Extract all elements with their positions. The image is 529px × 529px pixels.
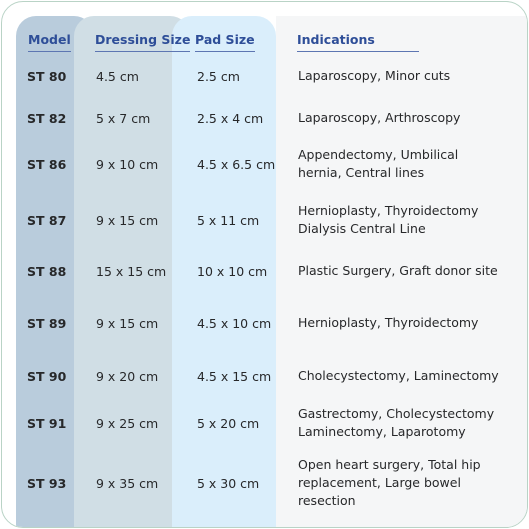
dressing-size-cell: 5 x 7 cm	[96, 110, 151, 126]
table-row	[2, 356, 527, 396]
dressing-size-cell: 9 x 35 cm	[96, 475, 159, 491]
dressing-size-cell: 9 x 10 cm	[96, 156, 159, 172]
indications-cell	[298, 251, 518, 291]
model-cell: ST 82	[27, 110, 67, 126]
dressing-size-cell: 9 x 20 cm	[96, 368, 159, 384]
pad-size-cell: 4.5 x 10 cm	[197, 315, 272, 331]
pad-size-cell: 10 x 10 cm	[197, 263, 268, 279]
pad-size-cell: 4.5 x 15 cm	[197, 368, 272, 384]
header-dressing-size: Dressing Size	[95, 32, 190, 52]
model-cell: ST 88	[27, 263, 67, 279]
table-row	[2, 56, 527, 96]
dressing-size-cell: 9 x 25 cm	[96, 415, 159, 431]
indications-cell	[298, 356, 518, 396]
table-row	[2, 457, 527, 508]
indications-line: replacement, Large bowel resection	[298, 475, 461, 508]
indications-line: Cholecystectomy, Laminectomy	[298, 368, 499, 383]
indications-cell	[298, 403, 518, 443]
dressing-size-cell: 4.5 cm	[96, 68, 139, 84]
indications-cell	[298, 56, 518, 96]
pad-size-cell: 5 x 11 cm	[197, 212, 260, 228]
table-row	[2, 303, 527, 343]
header-model: Model	[28, 32, 71, 52]
table-row	[2, 403, 527, 443]
model-cell: ST 89	[27, 315, 67, 331]
dressing-size-cell: 9 x 15 cm	[96, 212, 159, 228]
indications-line: Open heart surgery, Total hip	[298, 457, 481, 472]
table-row	[2, 98, 527, 138]
pad-size-cell: 2.5 cm	[197, 68, 240, 84]
dressing-size-cell: 9 x 15 cm	[96, 315, 159, 331]
table-row	[2, 144, 527, 184]
indications-cell	[298, 144, 518, 184]
model-cell: ST 87	[27, 212, 67, 228]
product-table	[1, 1, 528, 528]
indications-line: Laparoscopy, Arthroscopy	[298, 110, 461, 125]
header-indications: Indications	[297, 32, 419, 52]
model-cell: ST 86	[27, 156, 67, 172]
pad-size-cell: 5 x 30 cm	[197, 475, 260, 491]
pad-size-cell: 4.5 x 6.5 cm	[197, 156, 276, 172]
pad-size-cell: 5 x 20 cm	[197, 415, 260, 431]
indications-cell	[298, 98, 518, 138]
indications-line: hernia, Central lines	[298, 165, 425, 180]
pad-size-cell: 2.5 x 4 cm	[197, 110, 264, 126]
indications-line: Laminectomy, Laparotomy	[298, 424, 466, 439]
indications-line: Gastrectomy, Cholecystectomy	[298, 406, 495, 421]
header-pad-size: Pad Size	[195, 32, 255, 52]
model-cell: ST 90	[27, 368, 67, 384]
indications-cell	[298, 303, 518, 343]
indications-line: Dialysis Central Line	[298, 221, 426, 236]
table-row	[2, 200, 527, 240]
model-cell: ST 91	[27, 415, 67, 431]
indications-line: Laparoscopy, Minor cuts	[298, 68, 451, 83]
table-row	[2, 251, 527, 291]
indications-line: Hernioplasty, Thyroidectomy	[298, 203, 479, 218]
model-cell: ST 93	[27, 475, 67, 491]
indications-line: Appendectomy, Umbilical	[298, 147, 459, 162]
indications-cell	[298, 457, 518, 508]
model-cell: ST 80	[27, 68, 67, 84]
indications-line: Hernioplasty, Thyroidectomy	[298, 315, 479, 330]
indications-line: Plastic Surgery, Graft donor site	[298, 263, 498, 278]
indications-cell	[298, 200, 518, 240]
dressing-size-cell: 15 x 15 cm	[96, 263, 167, 279]
